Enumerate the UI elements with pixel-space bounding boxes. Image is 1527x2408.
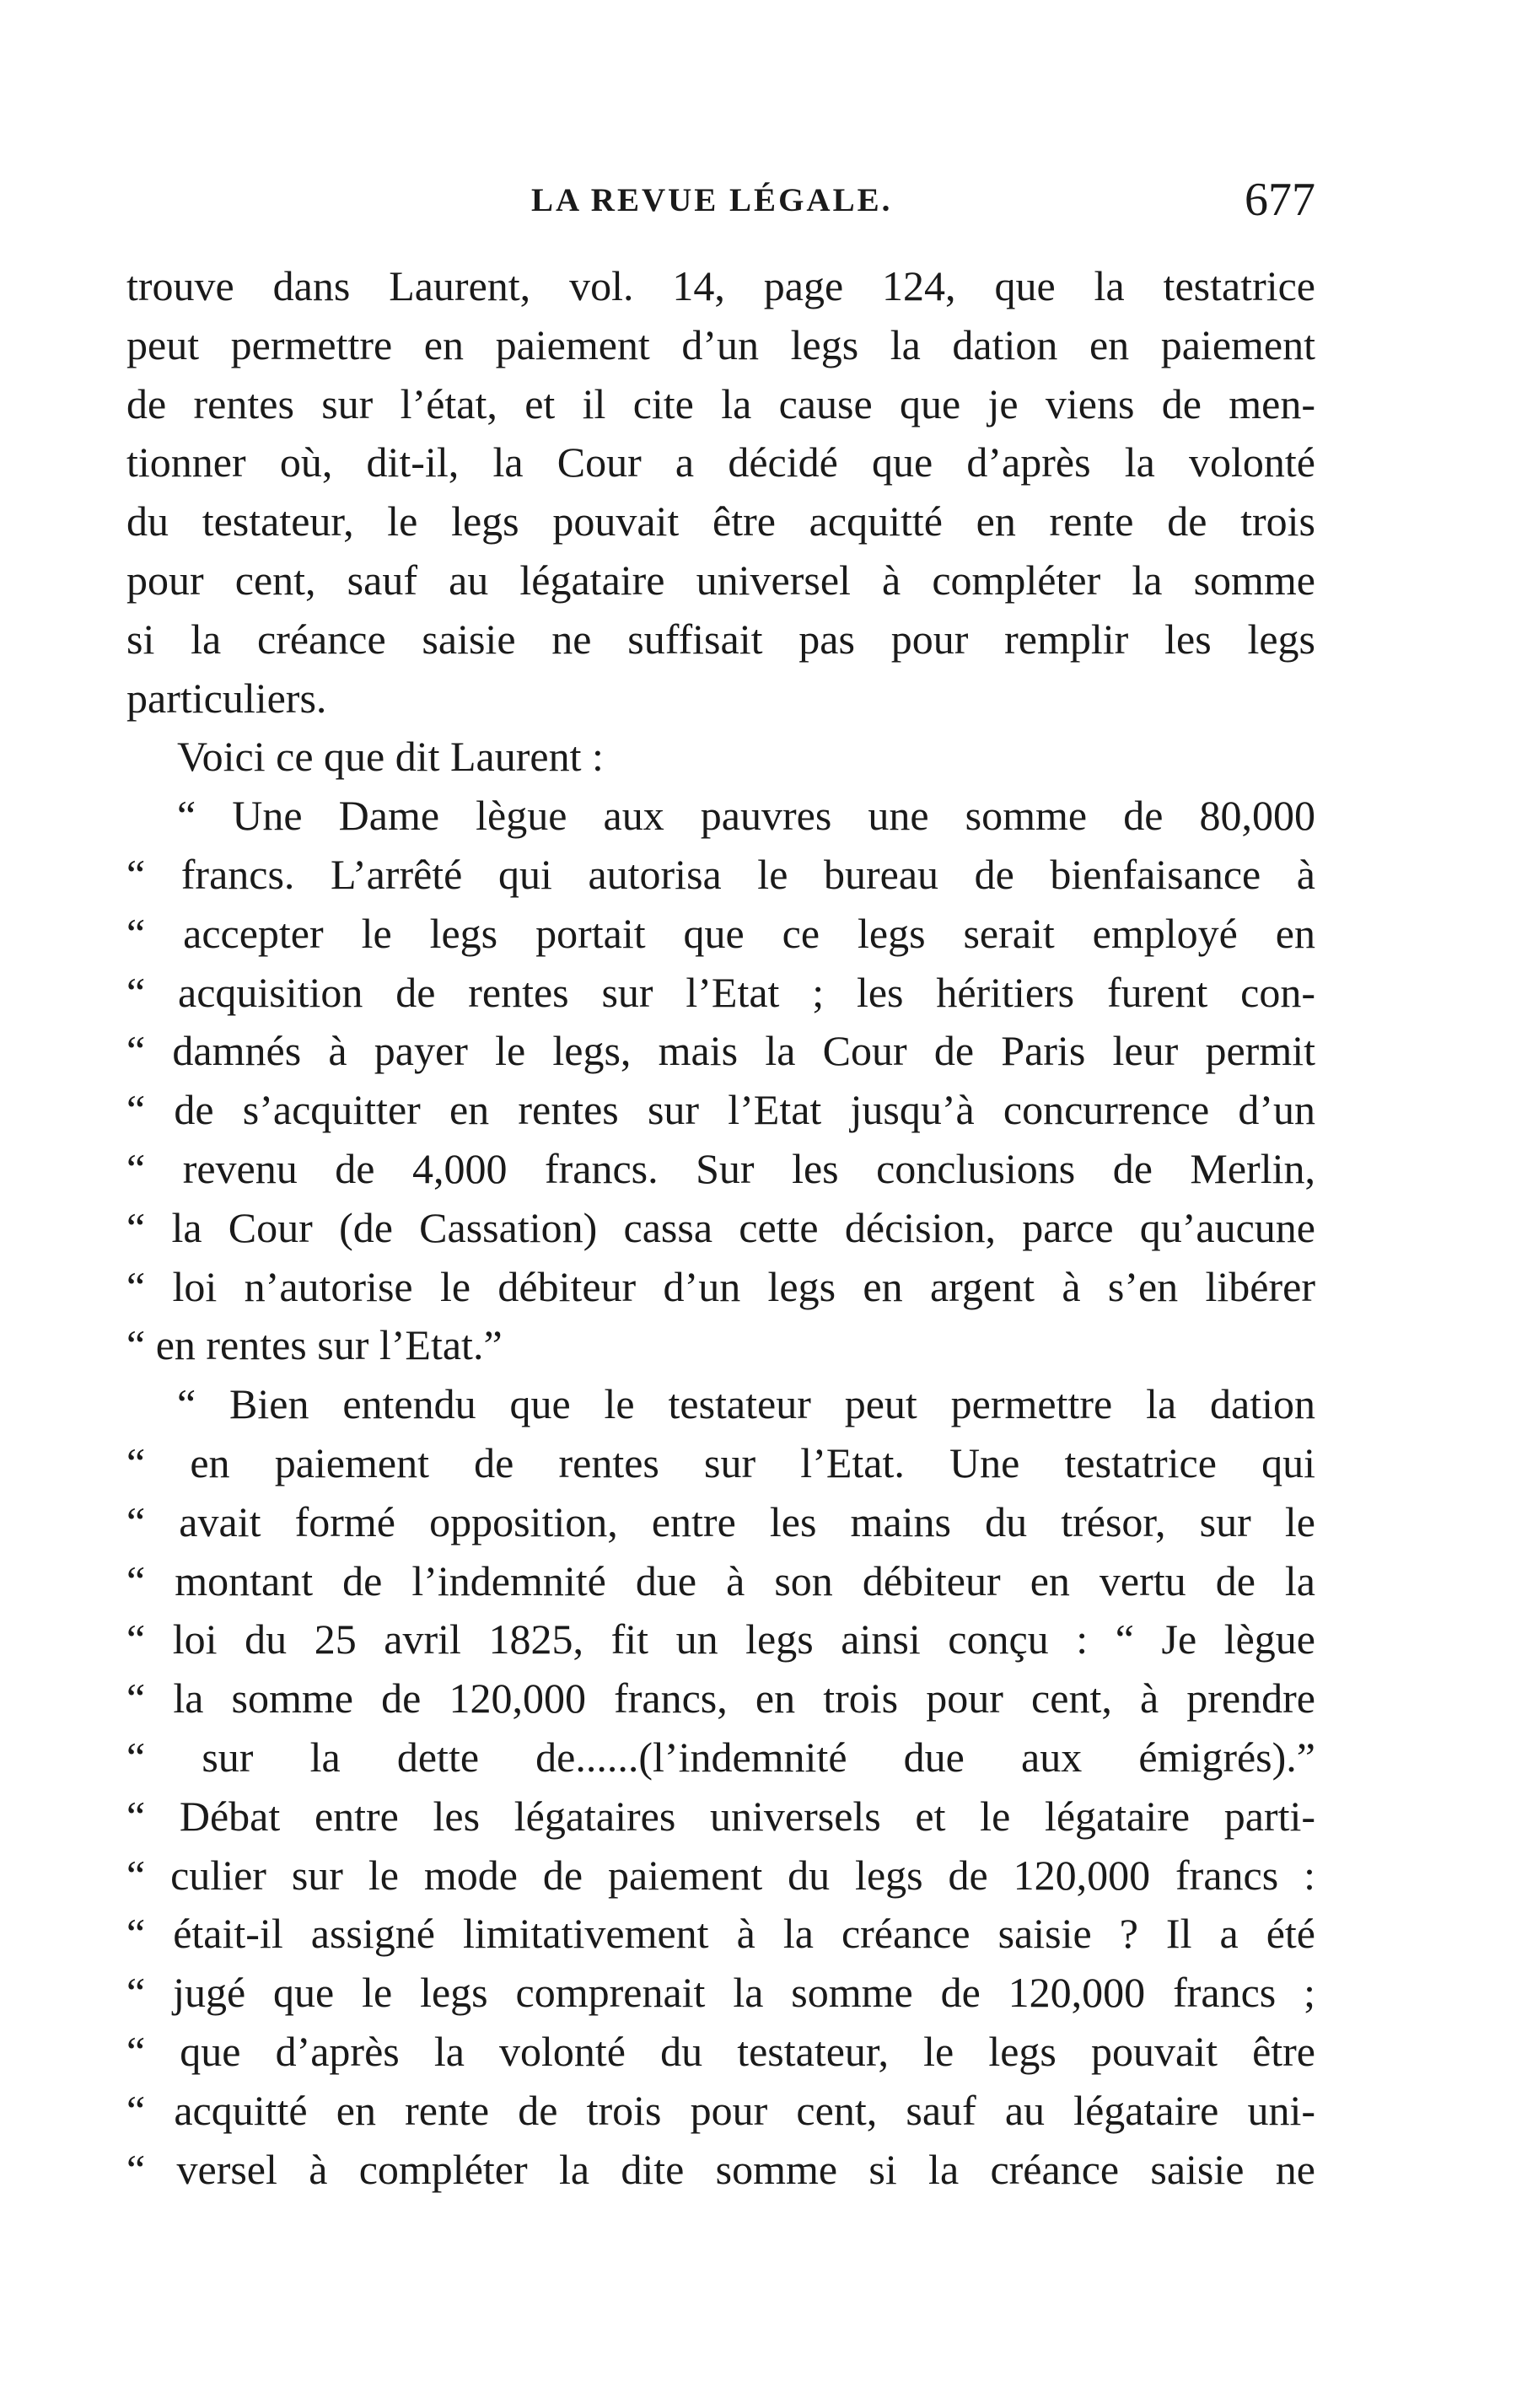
text-line: “ montant de l’indemnité due à son débiteur en vertu de la [126,1556,1315,1604]
body-text [126,257,1315,2199]
text-line: “ de s’acquitter en rentes sur l’Etat jusqu’à concurrence d’un [126,1086,1315,1134]
text-line: “ en rentes sur l’Etat.” [126,1321,503,1369]
text-line: “ accepter le legs portait que ce legs serait employé en [126,909,1315,957]
text-line: de rentes sur l’état, et il cite la cause que je viens de men- [126,379,1315,427]
text-line: si la créance saisie ne suffisait pas pour remplir les legs [126,615,1315,663]
page-header [126,173,1315,232]
text-line: “ loi du 25 avril 1825, fit un legs ainsi conçu : “ Je lègue [126,1615,1315,1664]
text-line: “ la somme de 120,000 francs, en trois pour cent, à prendre [126,1674,1315,1723]
text-line: “ acquitté en rente de trois pour cent, sauf au légataire uni- [126,2086,1315,2134]
running-head: LA REVUE LÉGALE. [531,182,893,218]
text-line: particuliers. [126,674,327,722]
text-line: “ que d’après la volonté du testateur, le legs pouvait être [126,2027,1315,2075]
text-line: “ acquisition de rentes sur l’Etat ; les héritiers furent con- [126,968,1315,1016]
text-line: peut permettre en paiement d’un legs la dation en paiement [126,320,1315,368]
text-line: “ Bien entendu que le testateur peut permettre la dation [177,1380,1315,1428]
text-line: “ revenu de 4,000 francs. Sur les conclusions de Merlin, [126,1144,1315,1192]
text-line: “ francs. L’arrêté qui autorisa le bureau de bienfaisance à [126,850,1315,898]
text-line: trouve dans Laurent, vol. 14, page 124, que la testatrice [126,262,1315,309]
text-line: “ la Cour (de Cassation) cassa cette décision, parce qu’aucune [126,1203,1315,1251]
text-line: “ en paiement de rentes sur l’Etat. Une testatrice qui [126,1438,1315,1486]
text-line: “ Une Dame lègue aux pauvres une somme de 80,000 [177,792,1315,840]
page-number: 677 [1245,174,1315,226]
text-line: “ damnés à payer le legs, mais la Cour de Paris leur permit [126,1027,1315,1075]
text-line: “ versel à compléter la dite somme si la créance saisie ne [126,2145,1315,2193]
text-line: “ loi n’autorise le débiteur d’un legs en argent à s’en libérer [126,1262,1315,1310]
text-line: Voici ce que dit Laurent : [177,733,604,781]
text-line: pour cent, sauf au légataire universel à compléter la somme [126,556,1315,604]
text-line: “ était-il assigné limitativement à la créance saisie ? Il a été [126,1910,1315,1958]
text-line: du testateur, le legs pouvait être acquitté en rente de trois [126,497,1315,546]
text-line: tionner où, dit-il, la Cour a décidé que d’après la volonté [126,438,1315,486]
text-line: “ Débat entre les légataires universels et le légataire parti- [126,1792,1315,1840]
text-line: “ jugé que le legs comprenait la somme de 120,000 francs ; [126,1969,1315,2017]
text-line: “ culier sur le mode de paiement du legs de 120,000 francs : [126,1851,1315,1899]
text-line: “ avait formé opposition, entre les mains du trésor, sur le [126,1497,1315,1545]
text-line: “ sur la dette de......(l’indemnité due aux émigrés).” [126,1733,1315,1781]
